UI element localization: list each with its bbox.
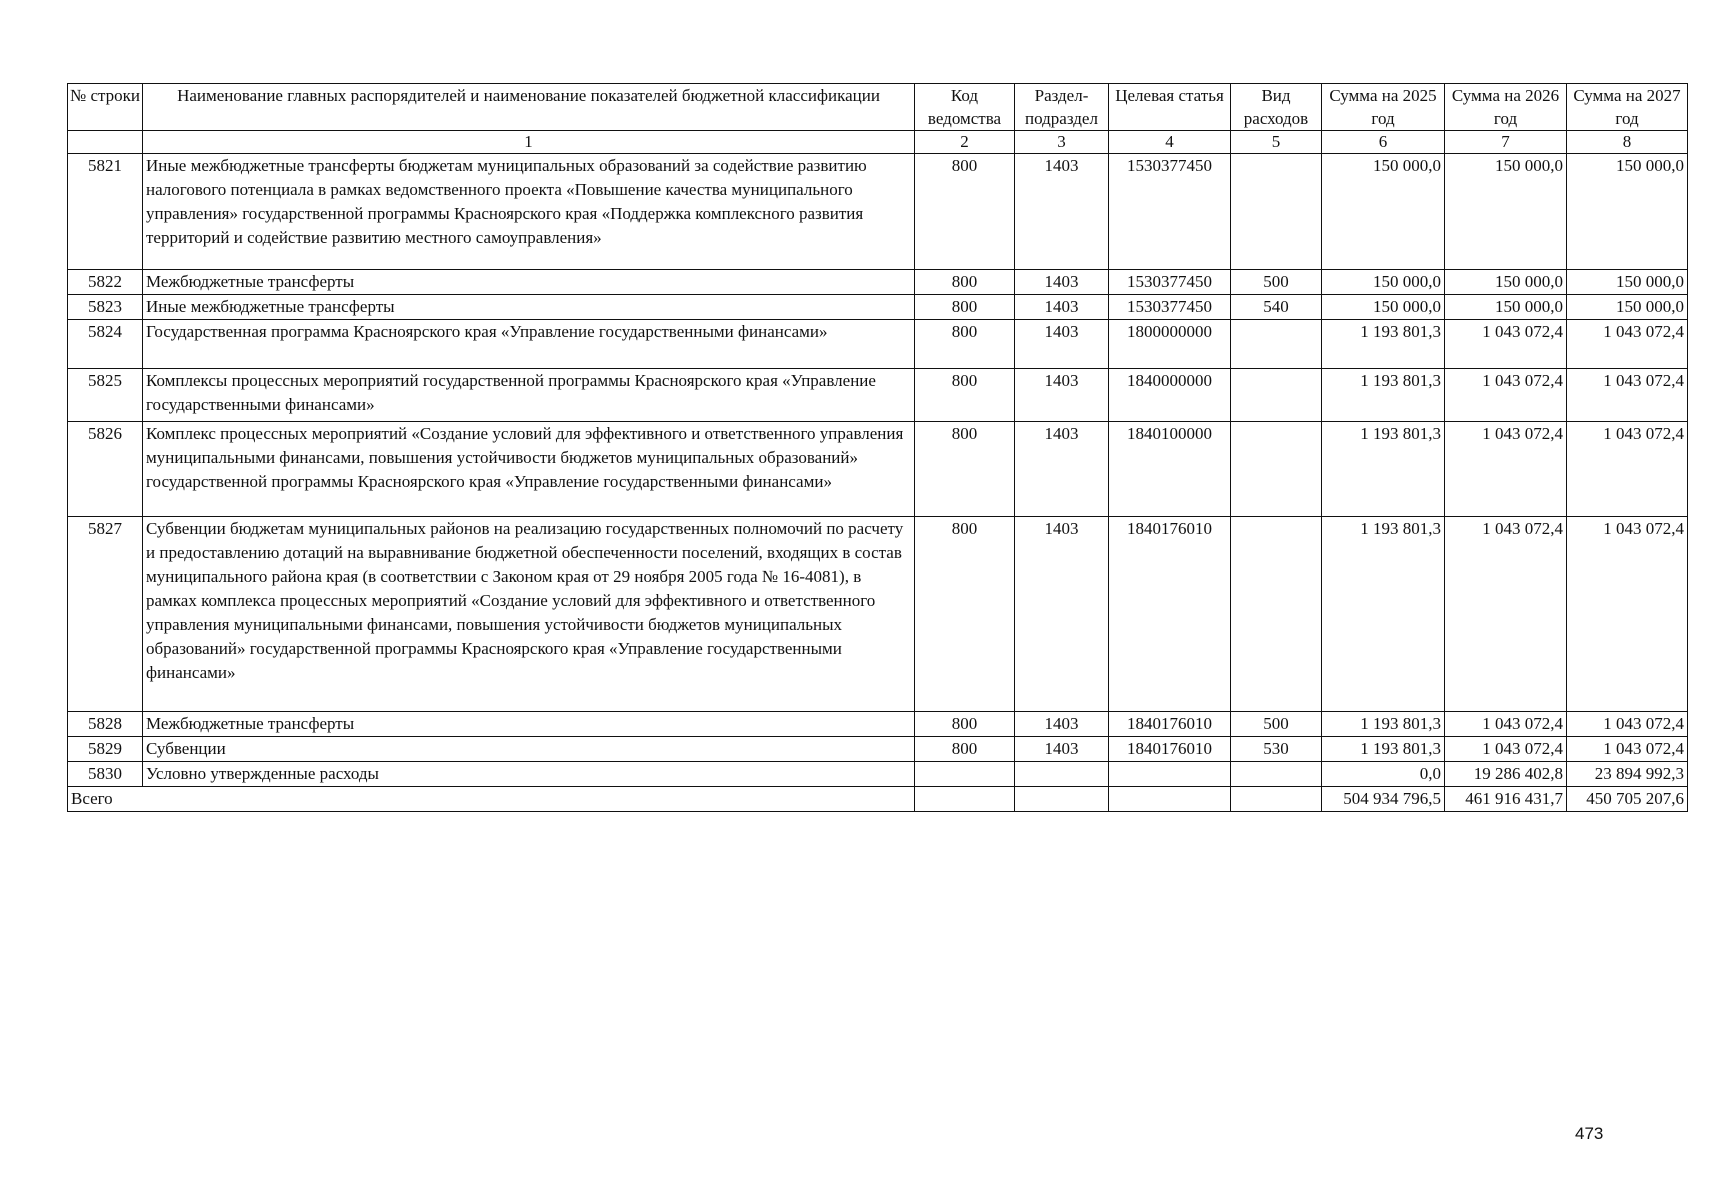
budget-table (67, 83, 1688, 812)
total-sum-2025: 504 934 796,5 (1322, 787, 1445, 812)
row-name: Иные межбюджетные трансферты бюджетам муниципальных образований за содействие развитию налогового потенциала в рамках ведомственного проекта «Повышение качества муниципального управления» государственной программы Красноярского края «Поддержка комплексного развития территорий и содействие развитию местного самоуправления» (143, 154, 915, 270)
row-razdel (1015, 762, 1109, 787)
header-sum-2027: Сумма на 2027 год (1567, 84, 1688, 131)
row-statya: 1840176010 (1109, 517, 1231, 712)
row-sum-2026: 1 043 072,4 (1445, 517, 1567, 712)
row-number: 5822 (68, 270, 143, 295)
header-razdel: Раздел-подраздел (1015, 84, 1109, 131)
total-sum-2027: 450 705 207,6 (1567, 787, 1688, 812)
row-number: 5828 (68, 712, 143, 737)
table-row (68, 712, 1688, 737)
header-name: Наименование главных распорядителей и наименование показателей бюджетной классификации (143, 84, 915, 131)
row-vedomstvo: 800 (915, 712, 1015, 737)
row-vid (1231, 517, 1322, 712)
row-vedomstvo: 800 (915, 422, 1015, 517)
row-number: 5821 (68, 154, 143, 270)
header-row (68, 84, 1688, 131)
row-number: 5829 (68, 737, 143, 762)
row-statya: 1800000000 (1109, 320, 1231, 369)
column-number: 7 (1445, 131, 1567, 154)
total-empty-cell (1015, 787, 1109, 812)
row-name: Межбюджетные трансферты (143, 712, 915, 737)
table-row (68, 320, 1688, 369)
row-vedomstvo: 800 (915, 737, 1015, 762)
row-sum-2025: 150 000,0 (1322, 270, 1445, 295)
row-vedomstvo: 800 (915, 154, 1015, 270)
total-label: Всего (68, 787, 915, 812)
column-number (68, 131, 143, 154)
row-sum-2026: 1 043 072,4 (1445, 320, 1567, 369)
row-sum-2026: 1 043 072,4 (1445, 737, 1567, 762)
row-sum-2025: 1 193 801,3 (1322, 422, 1445, 517)
row-number: 5827 (68, 517, 143, 712)
row-sum-2026: 150 000,0 (1445, 154, 1567, 270)
column-number: 5 (1231, 131, 1322, 154)
row-sum-2025: 0,0 (1322, 762, 1445, 787)
row-razdel: 1403 (1015, 270, 1109, 295)
row-sum-2027: 1 043 072,4 (1567, 320, 1688, 369)
column-number-row (68, 131, 1688, 154)
row-vid (1231, 154, 1322, 270)
row-sum-2026: 150 000,0 (1445, 270, 1567, 295)
row-sum-2026: 1 043 072,4 (1445, 422, 1567, 517)
row-vid: 500 (1231, 270, 1322, 295)
row-name: Субвенции бюджетам муниципальных районов на реализацию государственных полномочий по расчету и предоставлению дотаций на выравнивание бюджетной обеспеченности поселений, входящих в состав муниципального района края (в соответствии с Законом края от 29 ноября 2005 года № 16-4081), в рамках комплекса процессных мероприятий «Создание условий для эффективного и ответственного управления муниципальными финансами, повышения устойчивости бюджетов муниципальных образований» государственной программы Красноярского края «Управление государственными финансами» (143, 517, 915, 712)
row-vid (1231, 762, 1322, 787)
row-sum-2026: 1 043 072,4 (1445, 369, 1567, 422)
row-statya: 1840000000 (1109, 369, 1231, 422)
column-number: 8 (1567, 131, 1688, 154)
table-row (68, 154, 1688, 270)
row-vid (1231, 320, 1322, 369)
row-name: Комплексы процессных мероприятий государственной программы Красноярского края «Управление государственными финансами» (143, 369, 915, 422)
table-row (68, 517, 1688, 712)
row-number: 5823 (68, 295, 143, 320)
header-statya: Целевая статья (1109, 84, 1231, 131)
header-vedomstvo: Код ведомства (915, 84, 1015, 131)
row-number: 5825 (68, 369, 143, 422)
row-vedomstvo: 800 (915, 270, 1015, 295)
row-sum-2025: 1 193 801,3 (1322, 369, 1445, 422)
header-sum-2026: Сумма на 2026 год (1445, 84, 1567, 131)
row-sum-2025: 1 193 801,3 (1322, 737, 1445, 762)
row-vedomstvo: 800 (915, 320, 1015, 369)
row-statya: 1530377450 (1109, 270, 1231, 295)
row-sum-2027: 150 000,0 (1567, 295, 1688, 320)
row-razdel: 1403 (1015, 320, 1109, 369)
row-vid: 500 (1231, 712, 1322, 737)
row-number: 5830 (68, 762, 143, 787)
row-vid (1231, 369, 1322, 422)
row-sum-2027: 1 043 072,4 (1567, 712, 1688, 737)
row-vid: 530 (1231, 737, 1322, 762)
row-sum-2026: 150 000,0 (1445, 295, 1567, 320)
total-empty-cell (1109, 787, 1231, 812)
page-number: 473 (1575, 1124, 1604, 1143)
table-row (68, 422, 1688, 517)
row-vid (1231, 422, 1322, 517)
total-empty-cell (1231, 787, 1322, 812)
table-row (68, 369, 1688, 422)
row-name: Государственная программа Красноярского края «Управление государственными финансами» (143, 320, 915, 369)
row-sum-2025: 1 193 801,3 (1322, 517, 1445, 712)
row-name: Условно утвержденные расходы (143, 762, 915, 787)
column-number: 1 (143, 131, 915, 154)
header-sum-2025: Сумма на 2025 год (1322, 84, 1445, 131)
row-sum-2025: 150 000,0 (1322, 154, 1445, 270)
row-sum-2025: 1 193 801,3 (1322, 320, 1445, 369)
row-name: Комплекс процессных мероприятий «Создание условий для эффективного и ответственного управления муниципальными финансами, повышения устойчивости бюджетов муниципальных образований» государственной программы Красноярского края «Управление государственными финансами» (143, 422, 915, 517)
row-statya: 1840176010 (1109, 712, 1231, 737)
row-razdel: 1403 (1015, 737, 1109, 762)
table-row (68, 762, 1688, 787)
row-statya: 1840176010 (1109, 737, 1231, 762)
header-row-number: № строки (68, 84, 143, 131)
row-sum-2027: 1 043 072,4 (1567, 517, 1688, 712)
row-sum-2025: 150 000,0 (1322, 295, 1445, 320)
row-number: 5826 (68, 422, 143, 517)
row-vedomstvo: 800 (915, 295, 1015, 320)
column-number: 3 (1015, 131, 1109, 154)
row-statya: 1840100000 (1109, 422, 1231, 517)
row-sum-2026: 1 043 072,4 (1445, 712, 1567, 737)
row-sum-2025: 1 193 801,3 (1322, 712, 1445, 737)
column-number: 6 (1322, 131, 1445, 154)
row-vedomstvo: 800 (915, 369, 1015, 422)
row-razdel: 1403 (1015, 517, 1109, 712)
row-sum-2026: 19 286 402,8 (1445, 762, 1567, 787)
row-number: 5824 (68, 320, 143, 369)
row-name: Иные межбюджетные трансферты (143, 295, 915, 320)
row-sum-2027: 1 043 072,4 (1567, 422, 1688, 517)
row-vedomstvo (915, 762, 1015, 787)
table-row (68, 737, 1688, 762)
row-statya: 1530377450 (1109, 154, 1231, 270)
row-razdel: 1403 (1015, 295, 1109, 320)
row-statya (1109, 762, 1231, 787)
row-razdel: 1403 (1015, 422, 1109, 517)
row-vid: 540 (1231, 295, 1322, 320)
row-razdel: 1403 (1015, 369, 1109, 422)
row-sum-2027: 150 000,0 (1567, 270, 1688, 295)
table-row (68, 295, 1688, 320)
row-sum-2027: 23 894 992,3 (1567, 762, 1688, 787)
total-sum-2026: 461 916 431,7 (1445, 787, 1567, 812)
row-statya: 1530377450 (1109, 295, 1231, 320)
row-sum-2027: 150 000,0 (1567, 154, 1688, 270)
row-name: Межбюджетные трансферты (143, 270, 915, 295)
column-number: 4 (1109, 131, 1231, 154)
row-name: Субвенции (143, 737, 915, 762)
row-vedomstvo: 800 (915, 517, 1015, 712)
header-vid: Вид расходов (1231, 84, 1322, 131)
table-row (68, 270, 1688, 295)
row-razdel: 1403 (1015, 712, 1109, 737)
total-empty-cell (915, 787, 1015, 812)
row-sum-2027: 1 043 072,4 (1567, 737, 1688, 762)
column-number: 2 (915, 131, 1015, 154)
row-razdel: 1403 (1015, 154, 1109, 270)
total-row (68, 787, 1688, 812)
row-sum-2027: 1 043 072,4 (1567, 369, 1688, 422)
